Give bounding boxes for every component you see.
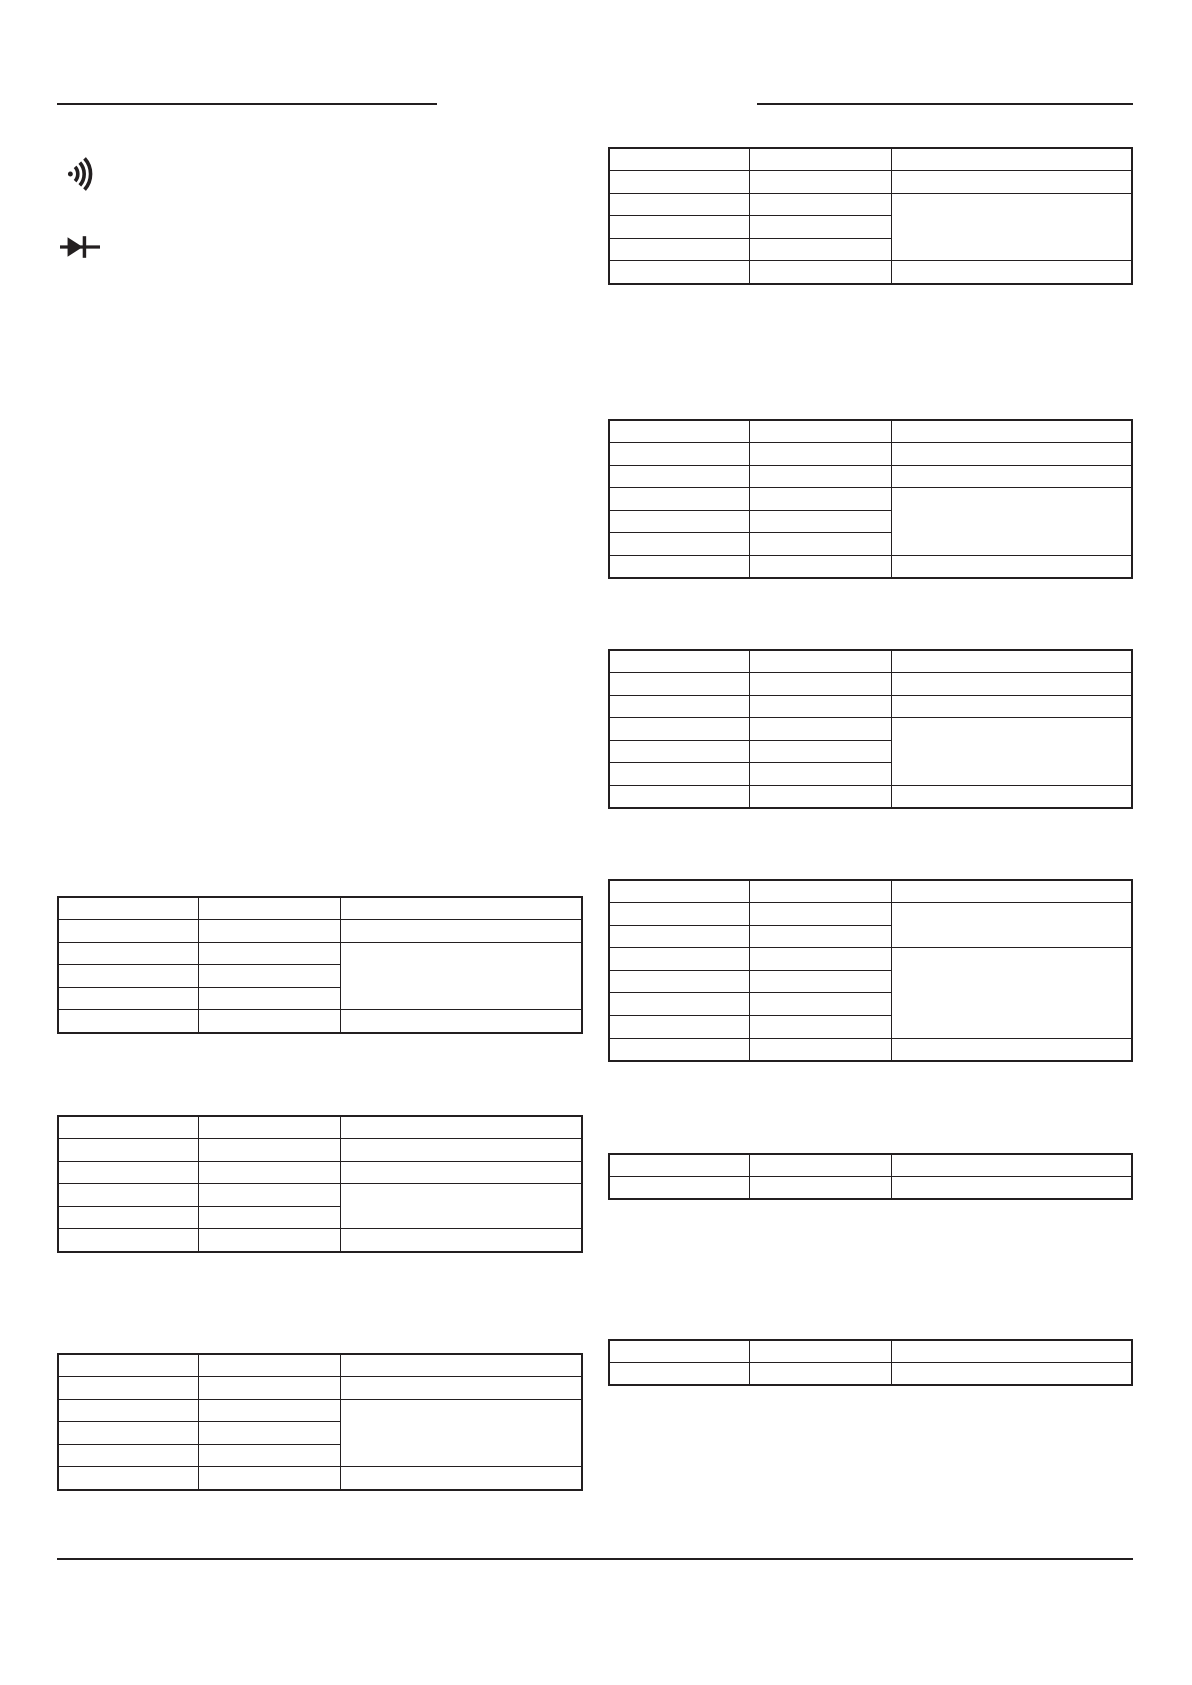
table-cell: [609, 650, 749, 673]
table-cell: [609, 465, 749, 488]
table-cell: [891, 650, 1132, 673]
table-row: [58, 1377, 582, 1400]
table-row: [609, 148, 1132, 171]
continuity-icon: [67, 157, 95, 191]
table-cell: [749, 1154, 891, 1177]
table-cell: [749, 786, 891, 809]
header-rule-left: [57, 103, 437, 105]
table-row: [58, 1229, 582, 1252]
table-cell: [609, 970, 749, 993]
table-cell: [749, 443, 891, 466]
spec-table: [608, 1339, 1133, 1386]
table-row: [609, 193, 1132, 216]
table-row: [609, 786, 1132, 809]
table-cell: [58, 1161, 198, 1184]
table-cell: [609, 216, 749, 239]
spec-table: [57, 1115, 583, 1253]
table-cell: [341, 1161, 582, 1184]
table-row: [609, 1154, 1132, 1177]
table-row: [609, 695, 1132, 718]
table-row: [609, 1340, 1132, 1363]
table-row: [58, 1116, 582, 1139]
table-cell: [749, 193, 891, 216]
table-cell: [891, 880, 1132, 903]
table-cell: [58, 1354, 198, 1377]
table-cell: [749, 1363, 891, 1386]
table-cell: [609, 1016, 749, 1039]
table-cell: [198, 1422, 341, 1445]
table-cell: [198, 1010, 341, 1033]
table-cell: [609, 925, 749, 948]
table-cell: [749, 488, 891, 511]
table-cell: [609, 695, 749, 718]
table-cell: [58, 965, 198, 988]
table-cell: [198, 1184, 341, 1207]
table-cell: [891, 718, 1132, 786]
table-cell: [749, 673, 891, 696]
table-row: [58, 1399, 582, 1422]
table-cell: [58, 897, 198, 920]
table-cell: [749, 740, 891, 763]
table-cell: [341, 920, 582, 943]
table-cell: [891, 673, 1132, 696]
table-row: [58, 1354, 582, 1377]
table-row: [609, 465, 1132, 488]
table-cell: [609, 420, 749, 443]
table-row: [58, 1139, 582, 1162]
table-cell: [891, 193, 1132, 261]
table-cell: [749, 880, 891, 903]
table-cell: [198, 1377, 341, 1400]
table-cell: [198, 1229, 341, 1252]
table-cell: [609, 171, 749, 194]
table-cell: [609, 148, 749, 171]
table-cell: [341, 1399, 582, 1467]
table-cell: [609, 740, 749, 763]
table-row: [609, 903, 1132, 926]
table-cell: [609, 193, 749, 216]
table-row: [58, 1467, 582, 1490]
table-cell: [58, 1229, 198, 1252]
table-cell: [341, 1467, 582, 1490]
table-cell: [58, 942, 198, 965]
table-cell: [58, 1377, 198, 1400]
table-cell: [58, 1184, 198, 1207]
table-cell: [749, 533, 891, 556]
table-cell: [609, 1363, 749, 1386]
table-cell: [609, 903, 749, 926]
table-cell: [58, 1444, 198, 1467]
table-cell: [749, 1016, 891, 1039]
table-cell: [749, 650, 891, 673]
table-cell: [341, 1229, 582, 1252]
table-row: [609, 171, 1132, 194]
table-row: [609, 443, 1132, 466]
table-cell: [198, 965, 341, 988]
table-cell: [58, 920, 198, 943]
table-row: [609, 261, 1132, 284]
table-cell: [198, 1206, 341, 1229]
table-row: [609, 556, 1132, 579]
table-cell: [749, 903, 891, 926]
spec-table: [608, 879, 1133, 1062]
table-cell: [341, 1354, 582, 1377]
table-cell: [749, 695, 891, 718]
table-cell: [609, 533, 749, 556]
table-cell: [891, 465, 1132, 488]
table-row: [609, 880, 1132, 903]
table-cell: [749, 1038, 891, 1061]
table-row: [58, 897, 582, 920]
table-row: [609, 420, 1132, 443]
spec-table: [608, 1153, 1133, 1200]
table-cell: [749, 993, 891, 1016]
table-cell: [891, 488, 1132, 556]
table-cell: [891, 171, 1132, 194]
table-cell: [891, 443, 1132, 466]
table-cell: [749, 1177, 891, 1200]
table-cell: [891, 1177, 1132, 1200]
spec-table: [608, 649, 1133, 809]
table-row: [609, 488, 1132, 511]
table-cell: [891, 148, 1132, 171]
table-cell: [891, 1154, 1132, 1177]
table-cell: [891, 556, 1132, 579]
table-cell: [341, 1184, 582, 1229]
table-cell: [58, 1467, 198, 1490]
table-cell: [341, 1010, 582, 1033]
table-cell: [58, 1010, 198, 1033]
table-cell: [749, 148, 891, 171]
table-row: [609, 718, 1132, 741]
table-cell: [609, 718, 749, 741]
table-cell: [891, 1363, 1132, 1386]
table-cell: [749, 216, 891, 239]
spec-table: [57, 1353, 583, 1491]
table-cell: [341, 897, 582, 920]
table-cell: [341, 1377, 582, 1400]
table-cell: [749, 925, 891, 948]
table-cell: [198, 1354, 341, 1377]
table-cell: [198, 920, 341, 943]
table-cell: [749, 970, 891, 993]
diode-icon: [60, 235, 100, 259]
table-row: [609, 1177, 1132, 1200]
table-cell: [198, 1444, 341, 1467]
table-cell: [749, 556, 891, 579]
table-cell: [609, 510, 749, 533]
table-cell: [749, 261, 891, 284]
table-cell: [891, 1340, 1132, 1363]
table-cell: [891, 420, 1132, 443]
table-cell: [341, 1139, 582, 1162]
table-cell: [749, 420, 891, 443]
table-cell: [58, 1399, 198, 1422]
table-cell: [609, 880, 749, 903]
table-cell: [891, 695, 1132, 718]
table-cell: [609, 443, 749, 466]
table-cell: [198, 1139, 341, 1162]
table-cell: [198, 987, 341, 1010]
table-cell: [609, 673, 749, 696]
table-cell: [609, 556, 749, 579]
table-cell: [609, 1177, 749, 1200]
header-rule-right: [757, 103, 1133, 105]
table-cell: [891, 786, 1132, 809]
spec-table: [608, 419, 1133, 579]
table-cell: [58, 1422, 198, 1445]
table-row: [609, 948, 1132, 971]
table-cell: [609, 261, 749, 284]
table-cell: [58, 1206, 198, 1229]
table-row: [609, 1363, 1132, 1386]
table-cell: [198, 942, 341, 965]
table-row: [609, 650, 1132, 673]
table-cell: [749, 763, 891, 786]
table-cell: [609, 1038, 749, 1061]
table-cell: [58, 1116, 198, 1139]
table-row: [58, 1161, 582, 1184]
table-cell: [198, 1116, 341, 1139]
table-cell: [609, 993, 749, 1016]
table-cell: [609, 238, 749, 261]
table-cell: [891, 261, 1132, 284]
table-row: [58, 920, 582, 943]
table-cell: [891, 948, 1132, 1038]
table-cell: [891, 903, 1132, 948]
table-cell: [58, 987, 198, 1010]
table-cell: [749, 1340, 891, 1363]
table-cell: [341, 942, 582, 1010]
table-cell: [198, 1467, 341, 1490]
table-cell: [341, 1116, 582, 1139]
table-cell: [749, 238, 891, 261]
table-cell: [749, 718, 891, 741]
table-row: [609, 673, 1132, 696]
table-cell: [609, 948, 749, 971]
table-row: [58, 942, 582, 965]
table-cell: [609, 1154, 749, 1177]
table-cell: [749, 465, 891, 488]
table-row: [58, 1010, 582, 1033]
table-cell: [198, 1399, 341, 1422]
table-cell: [609, 763, 749, 786]
table-cell: [749, 510, 891, 533]
table-cell: [749, 171, 891, 194]
footer-rule: [57, 1558, 1133, 1560]
table-cell: [198, 1161, 341, 1184]
table-row: [609, 1038, 1132, 1061]
table-cell: [58, 1139, 198, 1162]
spec-table: [57, 896, 583, 1034]
table-cell: [891, 1038, 1132, 1061]
table-cell: [609, 786, 749, 809]
table-cell: [609, 488, 749, 511]
table-cell: [609, 1340, 749, 1363]
table-cell: [198, 897, 341, 920]
table-row: [58, 1184, 582, 1207]
spec-table: [608, 147, 1133, 285]
table-cell: [749, 948, 891, 971]
